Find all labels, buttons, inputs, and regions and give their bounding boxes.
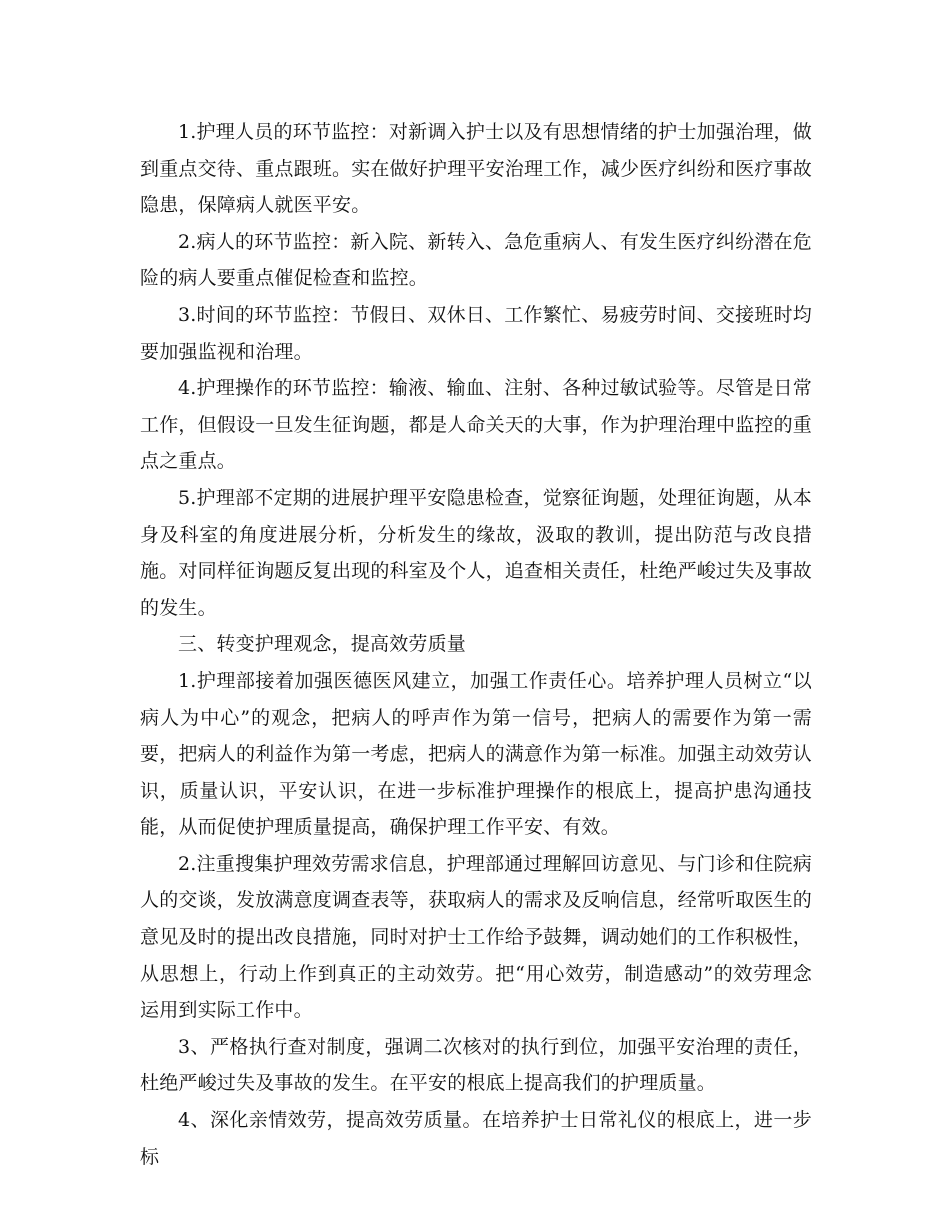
- paragraph-1: 1.护理人员的环节监控：对新调入护士以及有思想情绪的护士加强治理，做到重点交待、重点跟班。实在做好护理平安治理工作，减少医疗纠纷和医疗事故隐患，保障病人就医平安。: [140, 121, 813, 217]
- paragraph-9: 4、深化亲情效劳，提高效劳质量。在培养护士日常礼仪的根底上，进一步标: [140, 1109, 812, 1168]
- paragraph-7: 2.注重搜集护理效劳需求信息，护理部通过理解回访意见、与门诊和住院病人的交谈，发放满意度调查表等，获取病人的需求及反响信息，经常听取医生的意见及时的提出改良措施，同时对护士工作给予鼓舞，调动她们的工作积极性，从思想上，行动上作到真正的主动效劳。把“用心效劳，制造感动”的效劳理念运用到实际工作中。: [140, 852, 813, 1022]
- section-heading: 三、转变护理观念，提高效劳质量: [178, 633, 467, 656]
- document-body: [140, 114, 812, 1175]
- paragraph-6: 1.护理部接着加强医德医风建立，加强工作责任心。培养护理人员树立“以病人为中心”的观念，把病人的呼声作为第一信号，把病人的需要作为第一需要，把病人的利益作为第一考虑，把病人的满意作为第一标准。加强主动效劳认识，质量认识，平安认识，在进一步标准护理操作的根底上，提高护患沟通技能，从而促使护理质量提高，确保护理工作平安、有效。: [140, 669, 813, 839]
- paragraph-3: 3.时间的环节监控：节假日、双休日、工作繁忙、易疲劳时间、交接班时均要加强监视和治理。: [140, 303, 812, 363]
- paragraph-2: 2.病人的环节监控：新入院、新转入、急危重病人、有发生医疗纠纷潜在危险的病人要重点催促检查和监控。: [140, 230, 812, 290]
- paragraph-5: 5.护理部不定期的进展护理平安隐患检查，觉察征询题，处理征询题，从本身及科室的角度进展分析，分析发生的缘故，汲取的教训，提出防范与改良措施。对同样征询题反复出现的科室及个人，追查相关责任，杜绝严峻过失及事故的发生。: [140, 486, 813, 619]
- paragraph-8: 3、严格执行查对制度，强调二次核对的执行到位，加强平安治理的责任，杜绝严峻过失及事故的发生。在平安的根底上提高我们的护理质量。: [140, 1035, 812, 1095]
- paragraph-4: 4.护理操作的环节监控：输液、输血、注射、各种过敏试验等。尽管是日常工作，但假设一旦发生征询题，都是人命关天的大事，作为护理治理中监控的重点之重点。: [140, 377, 813, 473]
